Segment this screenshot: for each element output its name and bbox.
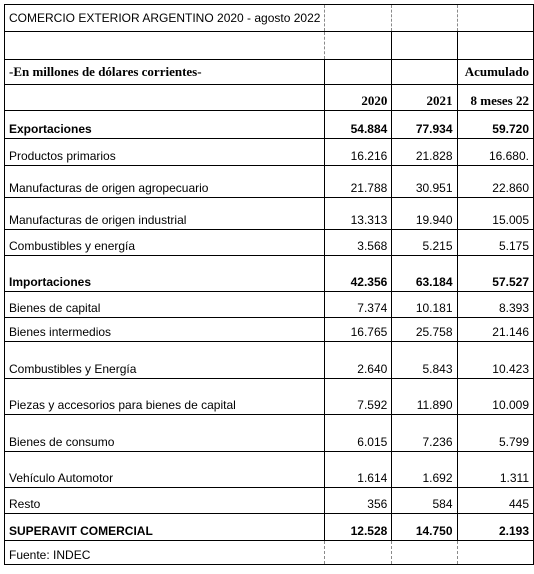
empty-cell	[457, 541, 533, 565]
cell-2020: 16.765	[325, 318, 392, 342]
cell-2022: 5.799	[457, 415, 533, 452]
empty-cell	[5, 32, 325, 60]
cell-2020: 1.614	[325, 452, 392, 488]
table-row	[5, 318, 534, 342]
cell-2020: 3.568	[325, 230, 392, 256]
cell-2022: 2.193	[457, 514, 533, 541]
cell-2020: 356	[325, 488, 392, 514]
cell-2020: 6.015	[325, 415, 392, 452]
cell-2022: 8.393	[457, 292, 533, 318]
cell-2022: 5.175	[457, 230, 533, 256]
acumulado-label: Acumulado	[457, 60, 533, 85]
source-row	[5, 541, 534, 565]
table-row	[5, 256, 534, 292]
cell-2021: 5.843	[392, 342, 457, 379]
empty-cell	[457, 5, 533, 32]
cell-2022: 57.527	[457, 256, 533, 292]
cell-2021: 25.758	[392, 318, 457, 342]
table-row	[5, 166, 534, 198]
table-row	[5, 452, 534, 488]
cell-2022: 1.311	[457, 452, 533, 488]
cell-2021: 14.750	[392, 514, 457, 541]
empty-cell	[392, 541, 457, 565]
row-label: Piezas y accesorios para bienes de capital	[5, 379, 325, 415]
row-label: Manufacturas de origen industrial	[5, 198, 325, 230]
table-row	[5, 415, 534, 452]
cell-2021: 1.692	[392, 452, 457, 488]
cell-2021: 30.951	[392, 166, 457, 198]
row-label: Productos primarios	[5, 139, 325, 166]
empty-cell	[325, 5, 392, 32]
cell-2020: 7.374	[325, 292, 392, 318]
empty-cell	[325, 541, 392, 565]
row-label: Resto	[5, 488, 325, 514]
empty-cell	[325, 60, 392, 85]
cell-2020: 21.788	[325, 166, 392, 198]
cell-2021: 5.215	[392, 230, 457, 256]
empty-cell	[392, 32, 457, 60]
source-note: Fuente: INDEC	[5, 541, 325, 565]
column-header-2021: 2021	[392, 85, 457, 111]
cell-2020: 2.640	[325, 342, 392, 379]
cell-2021: 21.828	[392, 139, 457, 166]
empty-cell	[392, 60, 457, 85]
table-row	[5, 342, 534, 379]
row-label: Bienes intermedios	[5, 318, 325, 342]
spacer-row	[5, 32, 534, 60]
empty-cell	[457, 32, 533, 60]
cell-2020: 54.884	[325, 111, 392, 139]
row-label: Bienes de capital	[5, 292, 325, 318]
empty-cell	[5, 85, 325, 111]
cell-2021: 11.890	[392, 379, 457, 415]
table-row	[5, 198, 534, 230]
table-row	[5, 139, 534, 166]
row-label: Combustibles y energía	[5, 230, 325, 256]
empty-cell	[392, 5, 457, 32]
cell-2022: 59.720	[457, 111, 533, 139]
row-label: SUPERAVIT COMERCIAL	[5, 514, 325, 541]
table-row	[5, 230, 534, 256]
table-row	[5, 488, 534, 514]
cell-2022: 21.146	[457, 318, 533, 342]
cell-2020: 13.313	[325, 198, 392, 230]
cell-2021: 584	[392, 488, 457, 514]
cell-2021: 10.181	[392, 292, 457, 318]
cell-2022: 15.005	[457, 198, 533, 230]
cell-2020: 42.356	[325, 256, 392, 292]
table-title: COMERCIO EXTERIOR ARGENTINO 2020 - agosto 2022	[5, 5, 325, 32]
cell-2020: 12.528	[325, 514, 392, 541]
table-row	[5, 292, 534, 318]
row-label: Bienes de consumo	[5, 415, 325, 452]
cell-2021: 77.934	[392, 111, 457, 139]
table-row	[5, 111, 534, 139]
table-row	[5, 514, 534, 541]
row-label: Vehículo Automotor	[5, 452, 325, 488]
table-row	[5, 379, 534, 415]
cell-2022: 445	[457, 488, 533, 514]
row-label: Combustibles y Energía	[5, 342, 325, 379]
title-row	[5, 5, 534, 32]
trade-table	[4, 4, 534, 565]
cell-2021: 7.236	[392, 415, 457, 452]
row-label: Exportaciones	[5, 111, 325, 139]
cell-2022: 10.423	[457, 342, 533, 379]
cell-2022: 10.009	[457, 379, 533, 415]
empty-cell	[325, 32, 392, 60]
cell-2021: 19.940	[392, 198, 457, 230]
cell-2022: 16.680.	[457, 139, 533, 166]
column-header-2022: 8 meses 22	[457, 85, 533, 111]
row-label: Importaciones	[5, 256, 325, 292]
cell-2020: 7.592	[325, 379, 392, 415]
units-subtitle: -En millones de dólares corrientes-	[5, 60, 325, 85]
column-header-2020: 2020	[325, 85, 392, 111]
cell-2021: 63.184	[392, 256, 457, 292]
cell-2022: 22.860	[457, 166, 533, 198]
cell-2020: 16.216	[325, 139, 392, 166]
subtitle-row	[5, 60, 534, 85]
row-label: Manufacturas de origen agropecuario	[5, 166, 325, 198]
column-header-row	[5, 85, 534, 111]
